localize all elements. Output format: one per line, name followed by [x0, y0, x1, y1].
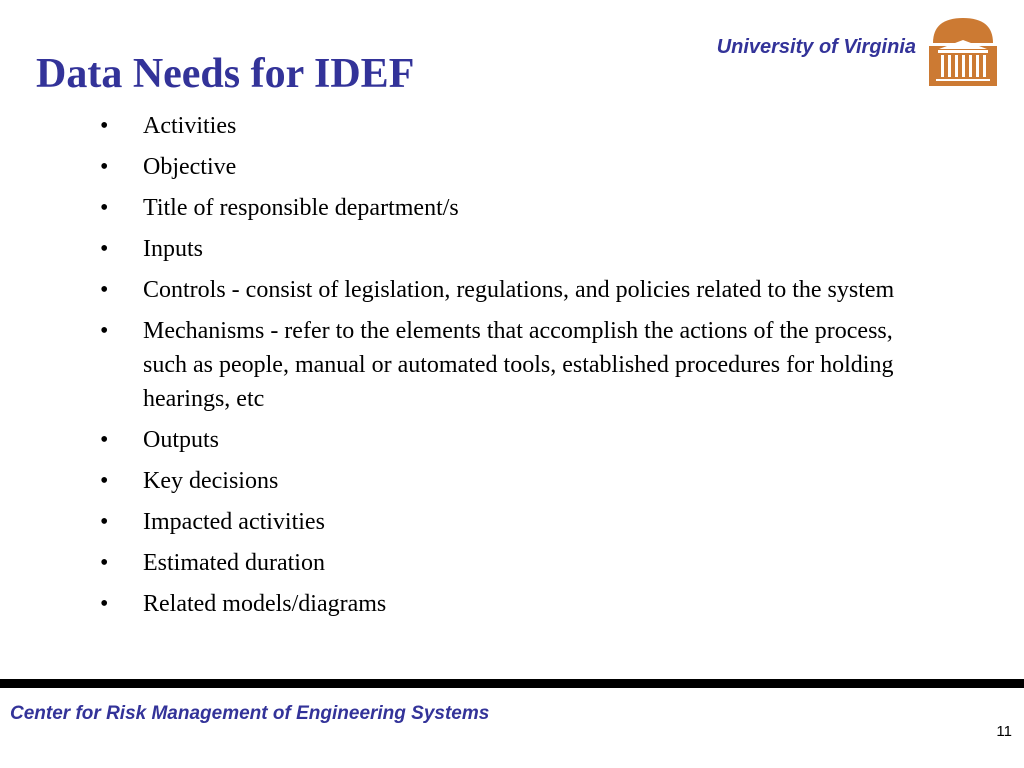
- bullet-text: Impacted activities: [143, 509, 325, 535]
- list-item: [100, 270, 920, 311]
- bullet-text: Activities: [143, 113, 237, 139]
- list-item: [100, 147, 920, 188]
- bullet-dot: •: [100, 236, 109, 262]
- bullet-dot: •: [100, 318, 109, 344]
- bullet-dot: •: [100, 591, 109, 617]
- list-item: [100, 420, 920, 461]
- bullet-dot: •: [100, 154, 109, 180]
- list-item: [100, 584, 920, 625]
- footer-text: Center for Risk Management of Engineering Systems: [10, 703, 490, 724]
- page-number: 11: [996, 723, 1012, 740]
- list-item: [100, 188, 920, 229]
- bullet-text: Controls - consist of legislation, regulations, and policies related to the system: [143, 277, 895, 303]
- footer-divider: [0, 679, 1024, 688]
- bullet-dot: •: [100, 195, 109, 221]
- bullet-dot: •: [100, 277, 109, 303]
- bullet-text: Outputs: [143, 427, 220, 453]
- bullet-text: Inputs: [143, 236, 203, 262]
- list-item: [100, 229, 920, 270]
- bullet-text: Mechanisms - refer to the elements that accomplish the actions of the process, such as people, manual or automated tools, established procedures for holding hearings, etc: [143, 318, 894, 412]
- bullet-text: Related models/diagrams: [143, 591, 387, 617]
- bullet-list: [100, 106, 920, 625]
- rotunda-logo-icon: [929, 16, 997, 86]
- bullet-text: Title of responsible department/s: [143, 195, 459, 221]
- bullet-dot: •: [100, 427, 109, 453]
- list-item: [100, 314, 920, 416]
- bullet-text: Key decisions: [143, 468, 279, 494]
- list-item: [100, 461, 920, 502]
- bullet-text: Objective: [143, 154, 237, 180]
- bullet-dot: •: [100, 468, 109, 494]
- bullet-dot: •: [100, 509, 109, 535]
- bullet-text: Estimated duration: [143, 550, 325, 576]
- bullet-dot: •: [100, 113, 109, 139]
- university-name: University of Virginia: [716, 36, 916, 58]
- list-item: [100, 543, 920, 584]
- list-item: [100, 502, 920, 543]
- list-item: [100, 106, 920, 147]
- bullet-dot: •: [100, 550, 109, 576]
- slide-title: Data Needs for IDEF: [36, 51, 415, 97]
